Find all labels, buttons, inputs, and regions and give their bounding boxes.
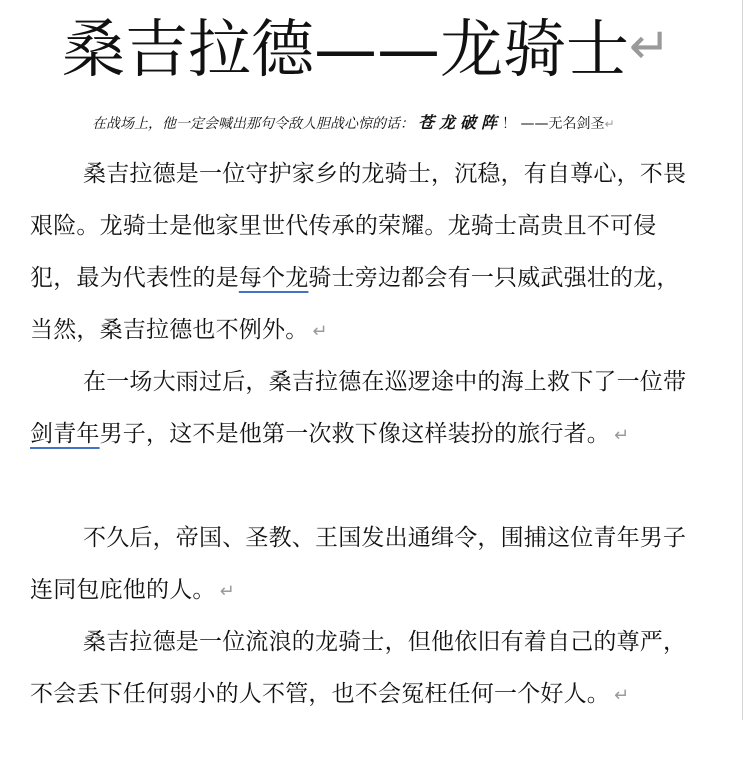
document-title[interactable] bbox=[62, 4, 746, 88]
epigraph-author: ——无名剑圣 bbox=[520, 116, 605, 132]
paragraph-3[interactable] bbox=[30, 512, 702, 618]
paragraph-2-text: 在一场大雨过后，桑吉拉德在巡逻途中的海上救下了一位带 bbox=[83, 369, 687, 395]
paragraph-mark-icon: ↵ bbox=[219, 581, 235, 602]
paragraph-mark-icon: ↵ bbox=[604, 117, 615, 131]
paragraph-1[interactable] bbox=[30, 148, 702, 358]
paragraph-4[interactable] bbox=[30, 616, 702, 722]
underlined-phrase: 剑青年 bbox=[30, 421, 100, 447]
paragraph-mark-icon: ↵ bbox=[312, 321, 328, 342]
paragraph-1-text-continued: 骑士旁边都会有一只威武强壮的龙，当然，桑吉拉德也不例外。 bbox=[30, 265, 680, 343]
paragraph-3-text: 不久后，帝国、圣教、王国发出通缉令，围捕这位青年男子连同包庇他的人。 bbox=[30, 525, 687, 603]
paragraph-mark-icon: ↵ bbox=[614, 685, 630, 706]
epigraph[interactable] bbox=[92, 110, 742, 136]
page-margin-line bbox=[742, 0, 743, 720]
paragraph-4-text: 桑吉拉德是一位流浪的龙骑士，但他依旧有着自己的尊严，不会丢下任何弱小的人不管，也不会冤枉任何一个好人。 bbox=[30, 629, 687, 707]
title-text: 桑吉拉德——龙骑士 bbox=[62, 13, 629, 86]
epigraph-emphasis: 苍龙破阵 bbox=[418, 113, 503, 132]
paragraph-mark-icon: ↵ bbox=[614, 425, 630, 446]
epigraph-quote: 在战场上，他一定会喊出那句令敌人胆战心惊的话： bbox=[92, 116, 414, 132]
paragraph-mark-icon: ↵ bbox=[629, 17, 671, 75]
epigraph-exclamation: ！ bbox=[502, 116, 517, 132]
paragraph-1-text: 桑吉拉德是一位守护家乡的龙骑士，沉稳，有自尊心，不畏艰险。龙骑士是他家里世代传承的荣耀。龙骑士高贵且不可侵犯，最为代表性的是 bbox=[30, 161, 687, 291]
underlined-phrase: 每个龙 bbox=[238, 265, 309, 291]
paragraph-2[interactable] bbox=[30, 356, 702, 462]
paragraph-2-text-continued: 男子，这不是他第一次救下像这样装扮的旅行者。 bbox=[99, 421, 611, 447]
